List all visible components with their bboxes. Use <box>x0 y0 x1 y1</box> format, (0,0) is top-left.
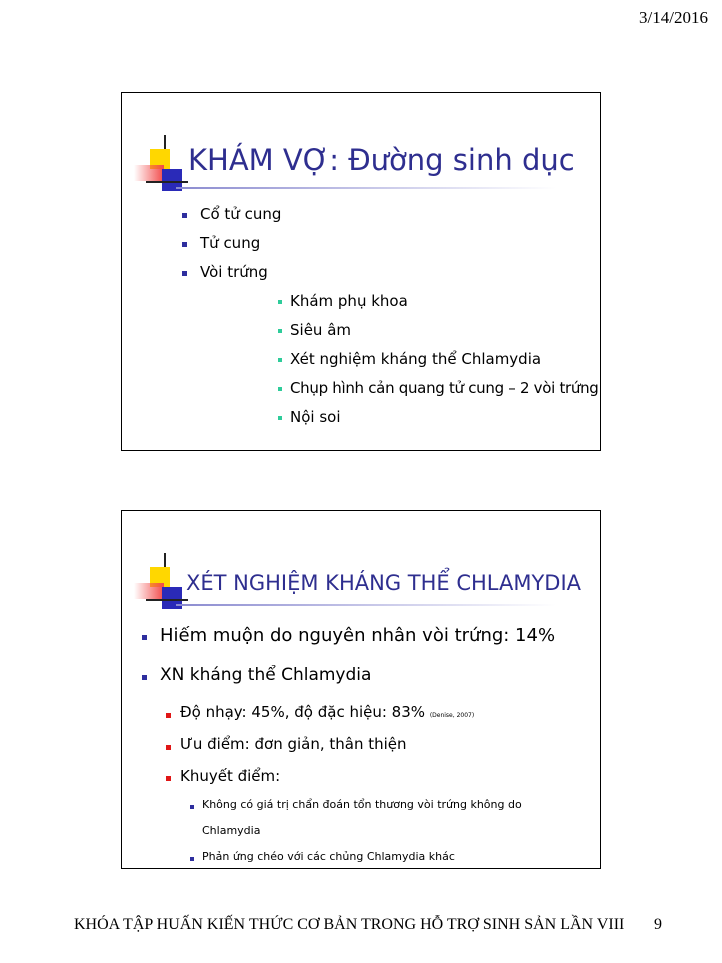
date-stamp: 3/14/2016 <box>639 8 708 27</box>
list-item <box>180 703 474 721</box>
bullet-icon <box>278 329 282 333</box>
slide-title: XÉT NGHIỆM KHÁNG THỂ CHLAMYDIA <box>186 571 582 595</box>
slide-thumbnail-2 <box>121 510 601 869</box>
title-underline <box>176 604 556 606</box>
slide-title: KHÁM VỢ: Đường sinh dục <box>188 143 575 177</box>
bullet-icon <box>142 635 147 640</box>
bullet-icon <box>166 776 171 781</box>
bullet-icon <box>278 416 282 420</box>
citation: (Denise, 2007) <box>429 712 475 719</box>
list-item-continuation: Chlamydia <box>202 824 261 837</box>
list-item: Cổ tử cung <box>200 205 282 223</box>
list-item: Ưu điểm: đơn giản, thân thiện <box>180 735 407 753</box>
bullet-icon <box>278 358 282 362</box>
slide-thumbnail-1 <box>121 92 601 451</box>
bullet-icon <box>166 745 171 750</box>
list-item: Vòi trứng <box>200 263 268 281</box>
bullet-icon <box>190 805 194 809</box>
bullet-icon <box>182 242 187 247</box>
bullet-icon <box>278 300 282 304</box>
bullet-icon <box>190 857 194 861</box>
list-item: Tử cung <box>200 234 261 252</box>
list-item-text: Độ nhạy: 45%, độ đặc hiệu: 83% <box>180 703 426 721</box>
list-item: Phản ứng chéo với các chủng Chlamydia khác <box>202 850 455 863</box>
list-item: Khuyết điểm: <box>180 767 281 785</box>
bullet-icon <box>142 675 147 680</box>
list-item: Xét nghiệm kháng thể Chlamydia <box>290 350 542 368</box>
list-item: Hiếm muộn do nguyên nhân vòi trứng: 14% <box>160 625 556 646</box>
page-number: 9 <box>654 916 662 933</box>
bullet-icon <box>182 213 187 218</box>
list-item: Khám phụ khoa <box>290 292 408 310</box>
list-item: Siêu âm <box>290 321 351 339</box>
list-item: Nội soi <box>290 408 341 426</box>
bullet-icon <box>182 271 187 276</box>
list-item: XN kháng thể Chlamydia <box>160 665 372 685</box>
bullet-icon <box>278 387 282 391</box>
bullet-icon <box>166 713 171 718</box>
footer-course-title: KHÓA TẬP HUẤN KIẾN THỨC CƠ BẢN TRONG HỖ TRỢ SINH SẢN LẦN VIII <box>74 916 625 933</box>
list-item: Chụp hình cản quang tử cung – 2 vòi trứng <box>290 379 599 397</box>
list-item: Không có giá trị chẩn đoán tổn thương vòi trứng không do <box>202 798 522 811</box>
title-underline <box>176 187 556 189</box>
